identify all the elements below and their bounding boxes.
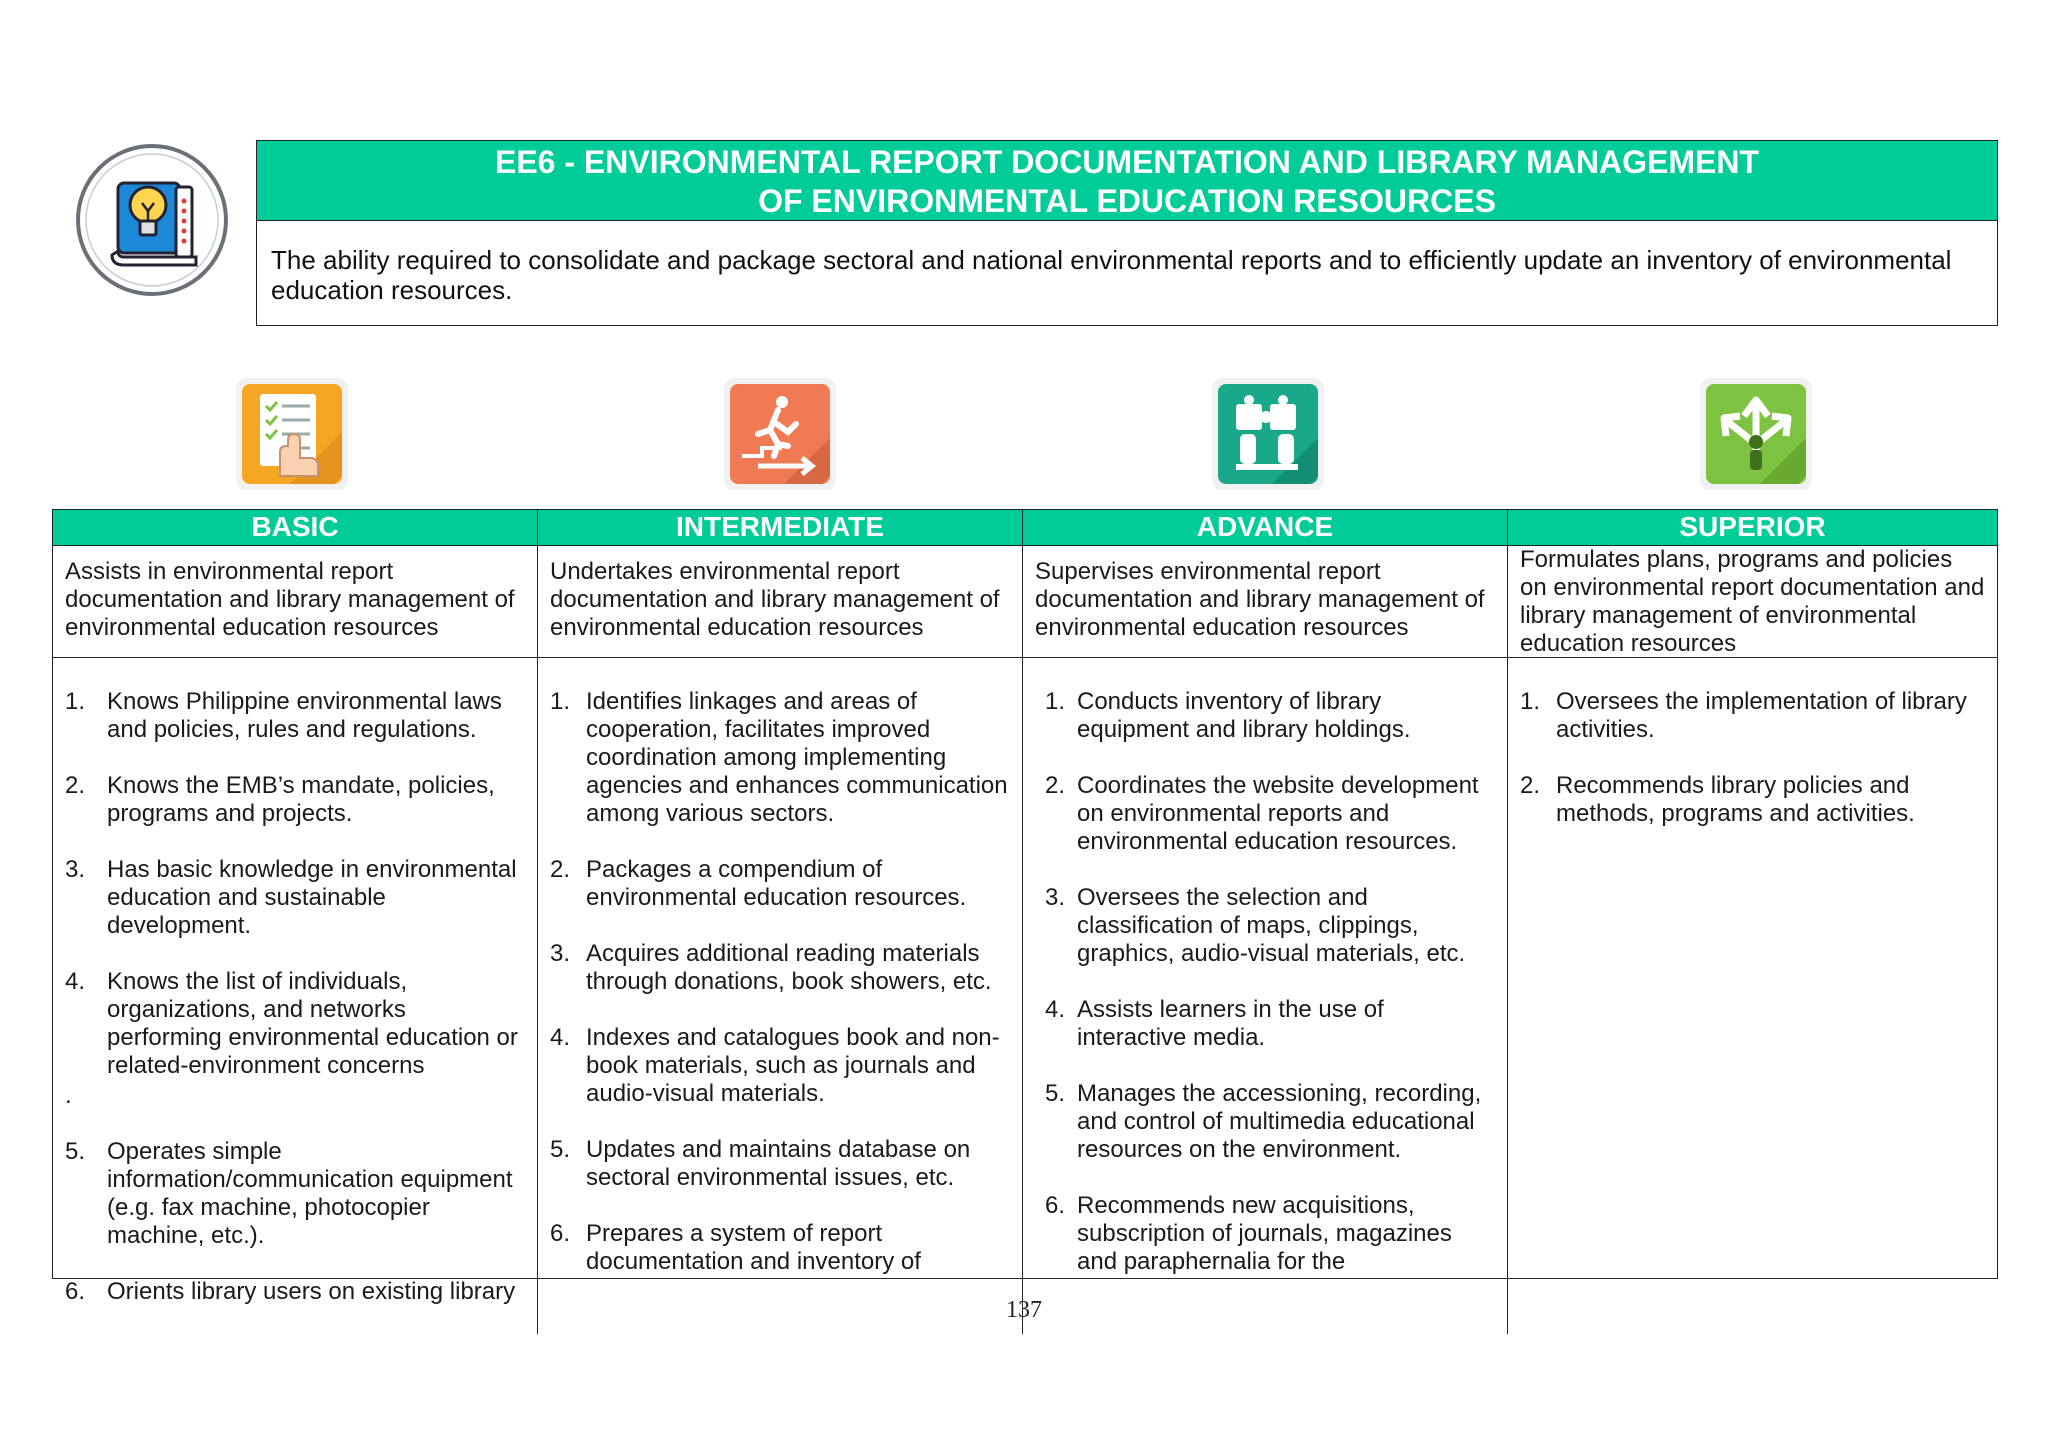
item-number: 4. <box>1045 996 1066 1023</box>
item-text: Indexes and catalogues book and non-book materials, such as journals and audio-visual materials. <box>586 1024 1000 1107</box>
item-text: Packages a compendium of environmental education resources. <box>586 856 967 911</box>
list-item <box>550 856 1012 912</box>
stray-mark: . <box>65 1082 72 1109</box>
item-text: Recommends new acquisitions, subscription of journals, magazines and paraphernalia for the <box>1077 1192 1452 1275</box>
level-description-advance: Supervises environmental report documentation and library management of environmental education resources <box>1023 546 1508 658</box>
puzzle-people-icon <box>1206 372 1330 496</box>
item-number: 5. <box>550 1136 571 1163</box>
list-item <box>550 1024 1012 1108</box>
competency-definition: The ability required to consolidate and package sectoral and national environmental reports and to efficiently update an inventory of environmental education resources. <box>271 245 1952 305</box>
level-description-basic: Assists in environmental report documentation and library management of environmental education resources <box>53 546 538 658</box>
level-tasks-advance <box>1023 658 1508 1334</box>
list-item <box>550 1136 1012 1192</box>
list-item <box>1045 996 1497 1052</box>
item-number: 4. <box>550 1024 571 1051</box>
lightbulb-book-icon <box>72 143 232 297</box>
level-header-advance: ADVANCE <box>1023 510 1508 546</box>
list-item <box>65 856 527 940</box>
item-number: 2. <box>1045 772 1066 799</box>
item-number: 1. <box>1045 688 1066 715</box>
list-item <box>65 772 527 828</box>
list-item <box>1045 772 1497 856</box>
item-number: 1. <box>550 688 571 715</box>
level-tasks-basic <box>53 658 538 1334</box>
list-item <box>550 1220 1012 1276</box>
list-item <box>550 940 1012 996</box>
level-header-basic: BASIC <box>53 510 538 546</box>
list-item <box>1045 884 1497 968</box>
task-list <box>65 688 527 1306</box>
item-text: Knows the EMB’s mandate, policies, programs and projects. <box>107 772 495 827</box>
list-item <box>65 1138 527 1250</box>
list-item <box>1520 688 1987 744</box>
title-line-2: OF ENVIRONMENTAL EDUCATION RESOURCES <box>758 183 1496 219</box>
item-number: 6. <box>550 1220 571 1247</box>
list-item <box>1045 688 1497 744</box>
list-item <box>550 688 1012 828</box>
list-item <box>1045 1080 1497 1164</box>
item-number: 3. <box>550 940 571 967</box>
level-description-superior: Formulates plans, programs and policies on environmental report documentation and library management of environmental education resources <box>1508 546 1997 658</box>
item-text: Recommends library policies and methods, programs and activities. <box>1556 772 1915 827</box>
diverging-arrows-icon <box>1694 372 1818 496</box>
item-text: Conducts inventory of library equipment and library holdings. <box>1077 688 1411 743</box>
page-number: 137 <box>1006 1297 1042 1323</box>
item-text: Assists learners in the use of interactive media. <box>1077 996 1384 1051</box>
level-header-superior: SUPERIOR <box>1508 510 1997 546</box>
item-text: Oversees the selection and classification of maps, clippings, graphics, audio-visual materials, etc. <box>1077 884 1466 967</box>
task-list <box>1045 688 1497 1276</box>
item-number: 6. <box>1045 1192 1066 1219</box>
item-number: 6. <box>65 1278 86 1305</box>
item-text: Identifies linkages and areas of cooperation, facilitates improved coordination among implementing agencies and enhances communication among various sectors. <box>586 688 1008 827</box>
title-line-1: EE6 - ENVIRONMENTAL REPORT DOCUMENTATION AND LIBRARY MANAGEMENT <box>494 144 1759 180</box>
competency-level-table <box>52 509 1998 1305</box>
level-description-intermediate: Undertakes environmental report documentation and library management of environmental education resources <box>538 546 1023 658</box>
item-number: 2. <box>1520 772 1541 799</box>
item-text: Orients library users on existing library <box>107 1278 516 1305</box>
item-number: 5. <box>65 1138 86 1165</box>
item-text: Coordinates the website development on environmental reports and environmental education resources. <box>1077 772 1479 855</box>
item-number: 1. <box>65 688 86 715</box>
item-number: 2. <box>550 856 571 883</box>
competency-title <box>257 141 1997 221</box>
item-text: Knows Philippine environmental laws and policies, rules and regulations. <box>107 688 502 743</box>
item-text: Oversees the implementation of library activities. <box>1556 688 1967 743</box>
item-text: Knows the list of individuals, organizations, and networks performing environmental education or related-environment concerns <box>107 968 518 1079</box>
item-number: 3. <box>65 856 86 883</box>
item-number: 3. <box>1045 884 1066 911</box>
list-item <box>65 688 527 744</box>
item-number: 1. <box>1520 688 1541 715</box>
item-number: 4. <box>65 968 86 995</box>
level-tasks-intermediate <box>538 658 1023 1334</box>
item-text: Prepares a system of report documentation and inventory of <box>586 1220 921 1275</box>
item-text: Acquires additional reading materials through donations, book showers, etc. <box>586 940 992 995</box>
competency-title-box <box>256 140 1998 326</box>
level-tasks-superior <box>1508 658 1997 1334</box>
item-text: Has basic knowledge in environmental education and sustainable development. <box>107 856 517 939</box>
item-text: Operates simple information/communication equipment (e.g. fax machine, photocopier machine, etc.). <box>107 1138 513 1249</box>
level-header-intermediate: INTERMEDIATE <box>538 510 1023 546</box>
task-list <box>1520 688 1987 828</box>
list-item <box>1045 1192 1497 1276</box>
item-number: 2. <box>65 772 86 799</box>
checklist-hand-icon <box>230 372 354 496</box>
running-stairs-icon <box>718 372 842 496</box>
task-list <box>550 688 1012 1276</box>
list-item <box>1520 772 1987 828</box>
list-item <box>65 968 527 1080</box>
item-number: 5. <box>1045 1080 1066 1107</box>
item-text: Manages the accessioning, recording, and control of multimedia educational resources on the environment. <box>1077 1080 1482 1163</box>
item-text: Updates and maintains database on sectoral environmental issues, etc. <box>586 1136 971 1191</box>
